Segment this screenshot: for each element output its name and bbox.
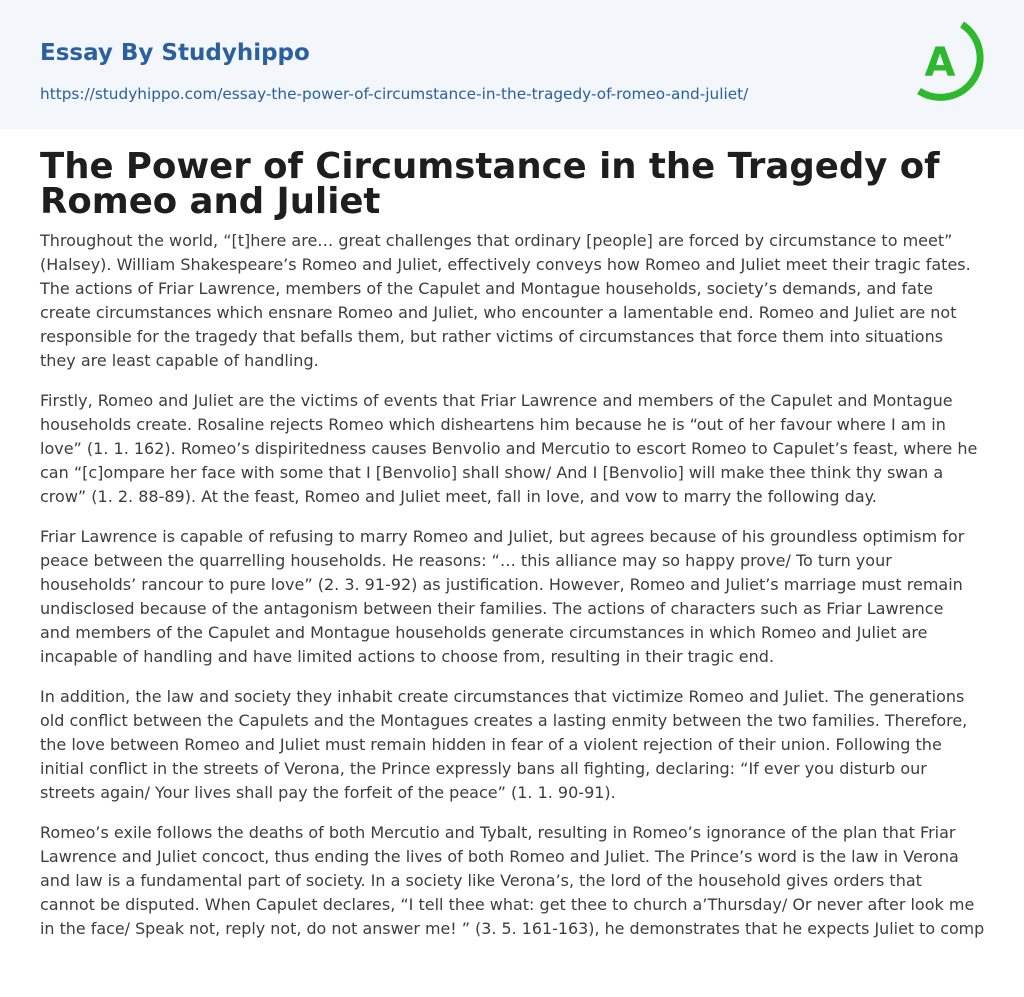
- text-line: incapable of handling and have limited actions to choose from, resulting in their tragic end.: [40, 647, 775, 666]
- text-line: and members of the Capulet and Montague households generate circumstances in which Romeo and Juliet are: [40, 623, 928, 642]
- site-brand[interactable]: Essay By Studyhippo: [40, 40, 310, 66]
- text-line: create circumstances which ensnare Romeo and Juliet, who encounter a lamentable end. Romeo and Juliet are not: [40, 303, 957, 322]
- text-line: households create. Rosaline rejects Romeo which disheartens him because he is “out of her favour where I am in: [40, 415, 946, 434]
- article-body: [40, 229, 984, 957]
- paragraph-4: [40, 685, 984, 805]
- text-line: streets again/ Your lives shall pay the forfeit of the peace” (1. 1. 90-91).: [40, 783, 616, 802]
- text-line: the love between Romeo and Juliet must remain hidden in fear of a violent rejection of their union. Following the: [40, 735, 942, 754]
- text-line: old conflict between the Capulets and the Montagues creates a lasting enmity between the two families. Therefore,: [40, 711, 968, 730]
- text-line: Romeo’s exile follows the deaths of both Mercutio and Tybalt, resulting in Romeo’s ignorance of the plan that Friar: [40, 823, 956, 842]
- studyhippo-logo-icon[interactable]: [910, 18, 990, 106]
- text-line: can “[c]ompare her face with some that I [Benvolio] shall show/ And I [Benvolio] will make thee think thy swan a: [40, 463, 944, 482]
- text-line: (Halsey). William Shakespeare’s Romeo and Juliet, effectively conveys how Romeo and Juliet meet their tragic fates.: [40, 255, 971, 274]
- paragraph-5: [40, 821, 984, 941]
- text-line: in the face/ Speak not, reply not, do not answer me! ” (3. 5. 161-163), he demonstrates that he expects Juliet to comp: [40, 919, 985, 938]
- text-line: responsible for the tragedy that befalls them, but rather victims of circumstances that force them into situations: [40, 327, 944, 346]
- text-line: households’ rancour to pure love” (2. 3. 91-92) as justification. However, Romeo and Juliet’s marriage must remain: [40, 575, 963, 594]
- text-line: love” (1. 1. 162). Romeo’s dispiritedness causes Benvolio and Mercutio to escort Romeo to Capulet’s feast, where he: [40, 439, 978, 458]
- text-line: and law is a fundamental part of society. In a society like Verona’s, the lord of the household gives orders that: [40, 871, 922, 890]
- text-line: The actions of Friar Lawrence, members of the Capulet and Montague households, society’s demands, and fate: [40, 279, 934, 298]
- text-line: Lawrence and Juliet concoct, thus ending the lives of both Romeo and Juliet. The Prince’s word is the law in Verona: [40, 847, 959, 866]
- logo-letter: A: [924, 40, 956, 86]
- paragraph-3: [40, 525, 984, 669]
- text-line: In addition, the law and society they inhabit create circumstances that victimize Romeo and Juliet. The generations: [40, 687, 965, 706]
- paragraph-1: [40, 229, 984, 373]
- site-header: [0, 0, 1024, 129]
- text-line: peace between the quarrelling households. He reasons: “… this alliance may so happy prove/ To turn your: [40, 551, 892, 570]
- article-title: The Power of Circumstance in the Tragedy of Romeo and Juliet: [40, 146, 940, 222]
- text-line: Friar Lawrence is capable of refusing to marry Romeo and Juliet, but agrees because of his groundless optimism for: [40, 527, 965, 546]
- text-line: undisclosed because of the antagonism between their families. The actions of characters such as Friar Lawrence: [40, 599, 944, 618]
- text-line: cannot be disputed. When Capulet declares, “I tell thee what: get thee to church a’Thursday/ Or never after look me: [40, 895, 975, 914]
- text-line: initial conflict in the streets of Verona, the Prince expressly bans all fighting, declaring: “If ever you disturb our: [40, 759, 927, 778]
- text-line: Firstly, Romeo and Juliet are the victims of events that Friar Lawrence and members of the Capulet and Montague: [40, 391, 953, 410]
- text-line: crow” (1. 2. 88-89). At the feast, Romeo and Juliet meet, fall in love, and vow to marry the following day.: [40, 487, 877, 506]
- paragraph-2: [40, 389, 984, 509]
- text-line: Throughout the world, “[t]here are… great challenges that ordinary [people] are forced by circumstance to meet”: [40, 231, 953, 250]
- page-url-link[interactable]: https://studyhippo.com/essay-the-power-of-circumstance-in-the-tragedy-of-romeo-and-juliet/: [40, 85, 749, 103]
- text-line: they are least capable of handling.: [40, 351, 319, 370]
